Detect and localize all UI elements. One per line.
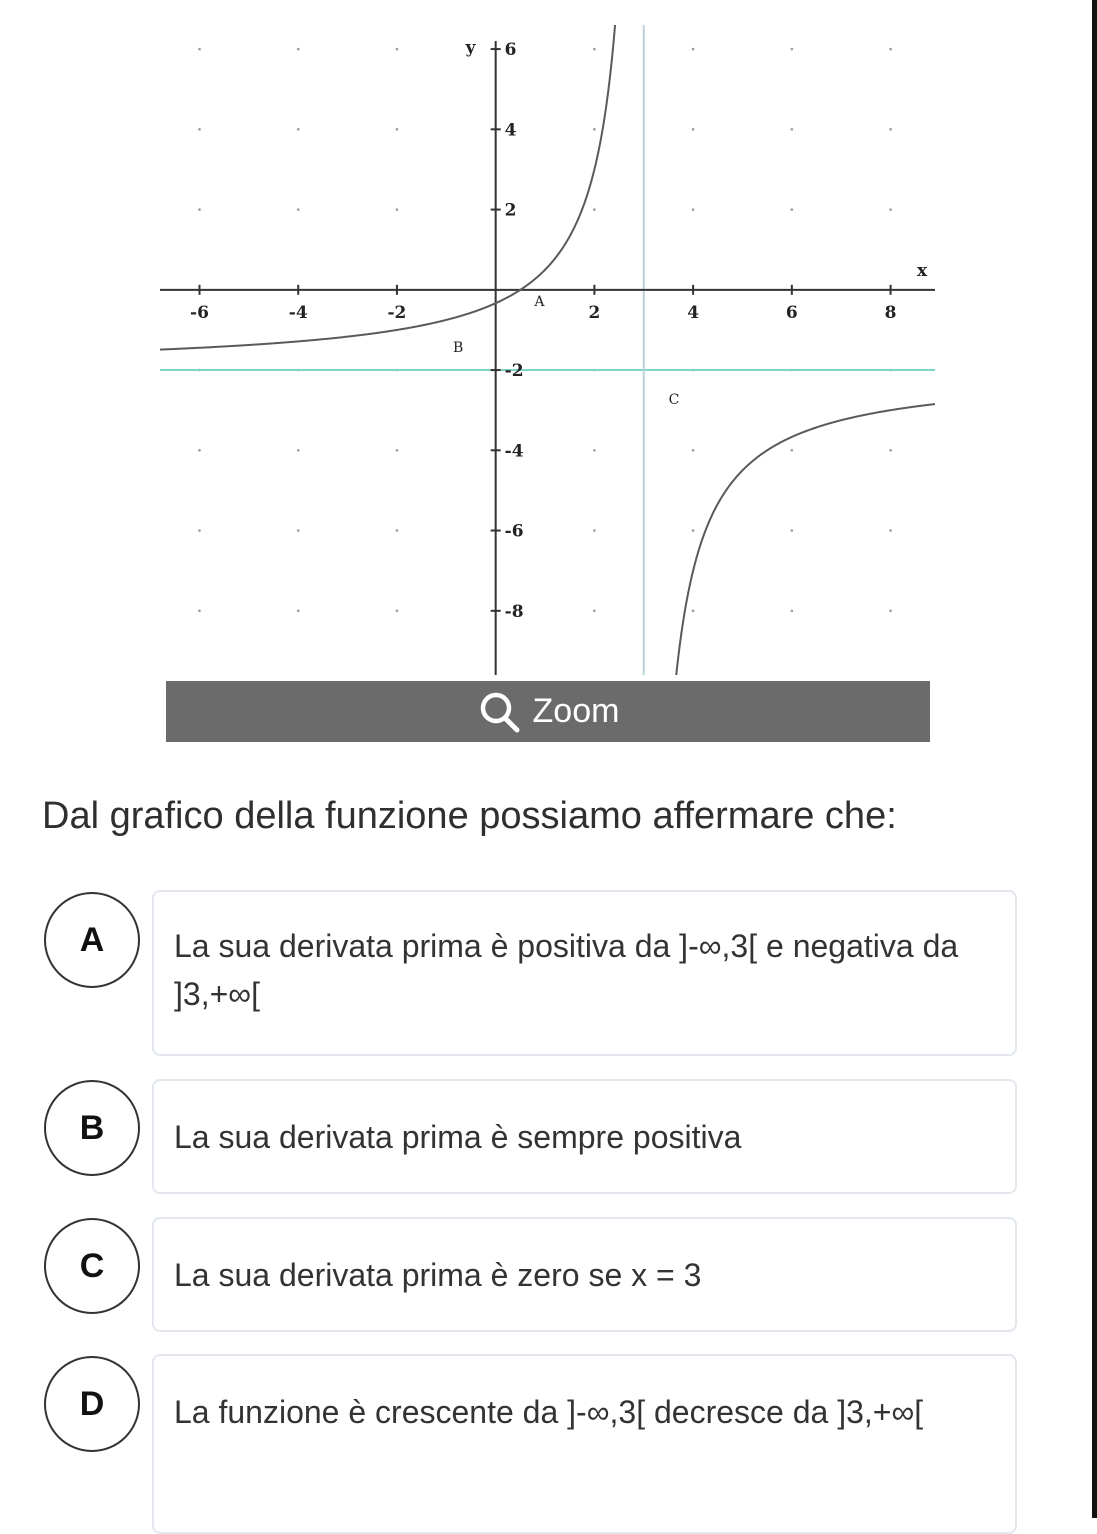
grid-dot [593, 529, 596, 532]
grid-dot [198, 48, 201, 51]
grid-dot [889, 529, 892, 532]
y-tick-label: -2 [504, 361, 524, 382]
zoom-label: Zoom [532, 692, 620, 730]
option-a[interactable] [152, 890, 1017, 1056]
grid-dot [396, 449, 399, 452]
grid-dot [198, 208, 201, 211]
grid-dot [889, 610, 892, 613]
grid-dot [593, 128, 596, 131]
grid-dot [198, 128, 201, 131]
x-tick-label: 6 [785, 302, 798, 323]
zoom-button[interactable] [166, 681, 930, 742]
grid-dot [593, 208, 596, 211]
option-a-badge[interactable]: A [44, 892, 140, 988]
grid-dot [297, 449, 300, 452]
magnifier-icon [477, 689, 523, 735]
point-label-a: A [534, 293, 545, 310]
option-a-text: La sua derivata prima è positiva da ]-∞,3[ e negativa da ]3,+∞[ [174, 928, 959, 1012]
x-tick-label: -6 [190, 302, 209, 323]
y-tick-label: -8 [504, 601, 524, 622]
graph-svg [160, 25, 935, 675]
grid-dot [692, 449, 695, 452]
y-tick-label: 6 [504, 40, 517, 61]
option-b-text: La sua derivata prima è sempre positiva [174, 1119, 742, 1155]
grid-dot [791, 128, 794, 131]
function-graph [160, 25, 935, 675]
grid-dot [889, 128, 892, 131]
grid-dot [791, 48, 794, 51]
grid-dot [692, 128, 695, 131]
x-axis-label: x [917, 260, 928, 281]
grid-dot [791, 208, 794, 211]
grid-dot [692, 610, 695, 613]
grid-dot [593, 449, 596, 452]
option-c-text: La sua derivata prima è zero se x = 3 [174, 1257, 702, 1293]
point-label-b: B [452, 339, 464, 356]
y-tick-label: -4 [504, 441, 524, 462]
grid-dot [297, 48, 300, 51]
grid-dot [889, 48, 892, 51]
grid-dot [297, 208, 300, 211]
x-tick-label: -2 [387, 302, 407, 323]
curve-right-branch [676, 404, 935, 675]
x-tick-label: 8 [884, 302, 897, 323]
grid-dot [297, 610, 300, 613]
grid-dot [198, 529, 201, 532]
option-d[interactable] [152, 1354, 1017, 1534]
grid-dot [692, 208, 695, 211]
x-tick-label: 2 [588, 302, 601, 323]
grid-dot [791, 449, 794, 452]
option-d-badge[interactable]: D [44, 1356, 140, 1452]
grid-dot [396, 208, 399, 211]
option-b-badge[interactable]: B [44, 1080, 140, 1176]
x-tick-label: 4 [687, 302, 700, 323]
point-label-c: C [668, 392, 680, 409]
grid-dot [297, 128, 300, 131]
y-axis-label: y [465, 38, 476, 59]
option-b[interactable] [152, 1079, 1017, 1194]
option-c-badge[interactable]: C [44, 1218, 140, 1314]
grid-dot [198, 449, 201, 452]
grid-dot [396, 48, 399, 51]
grid-dot [889, 208, 892, 211]
grid-dot [692, 48, 695, 51]
grid-dot [593, 48, 596, 51]
x-tick-label: -4 [288, 302, 308, 323]
y-tick-label: -6 [504, 521, 524, 542]
grid-dot [198, 610, 201, 613]
y-tick-label: 2 [504, 200, 517, 221]
curve-left-branch [160, 25, 615, 350]
option-c[interactable] [152, 1217, 1017, 1332]
y-tick-label: 4 [504, 120, 517, 141]
grid-dot [791, 529, 794, 532]
grid-dot [692, 529, 695, 532]
option-d-text: La funzione è crescente da ]-∞,3[ decresce da ]3,+∞[ [174, 1394, 924, 1430]
grid-dot [791, 610, 794, 613]
question-text: Dal grafico della funzione possiamo affermare che: [42, 795, 897, 837]
grid-dot [889, 449, 892, 452]
grid-dot [593, 610, 596, 613]
grid-dot [297, 529, 300, 532]
grid-dot [396, 529, 399, 532]
window-edge [1092, 0, 1097, 1518]
grid-dot [396, 610, 399, 613]
grid-dot [396, 128, 399, 131]
